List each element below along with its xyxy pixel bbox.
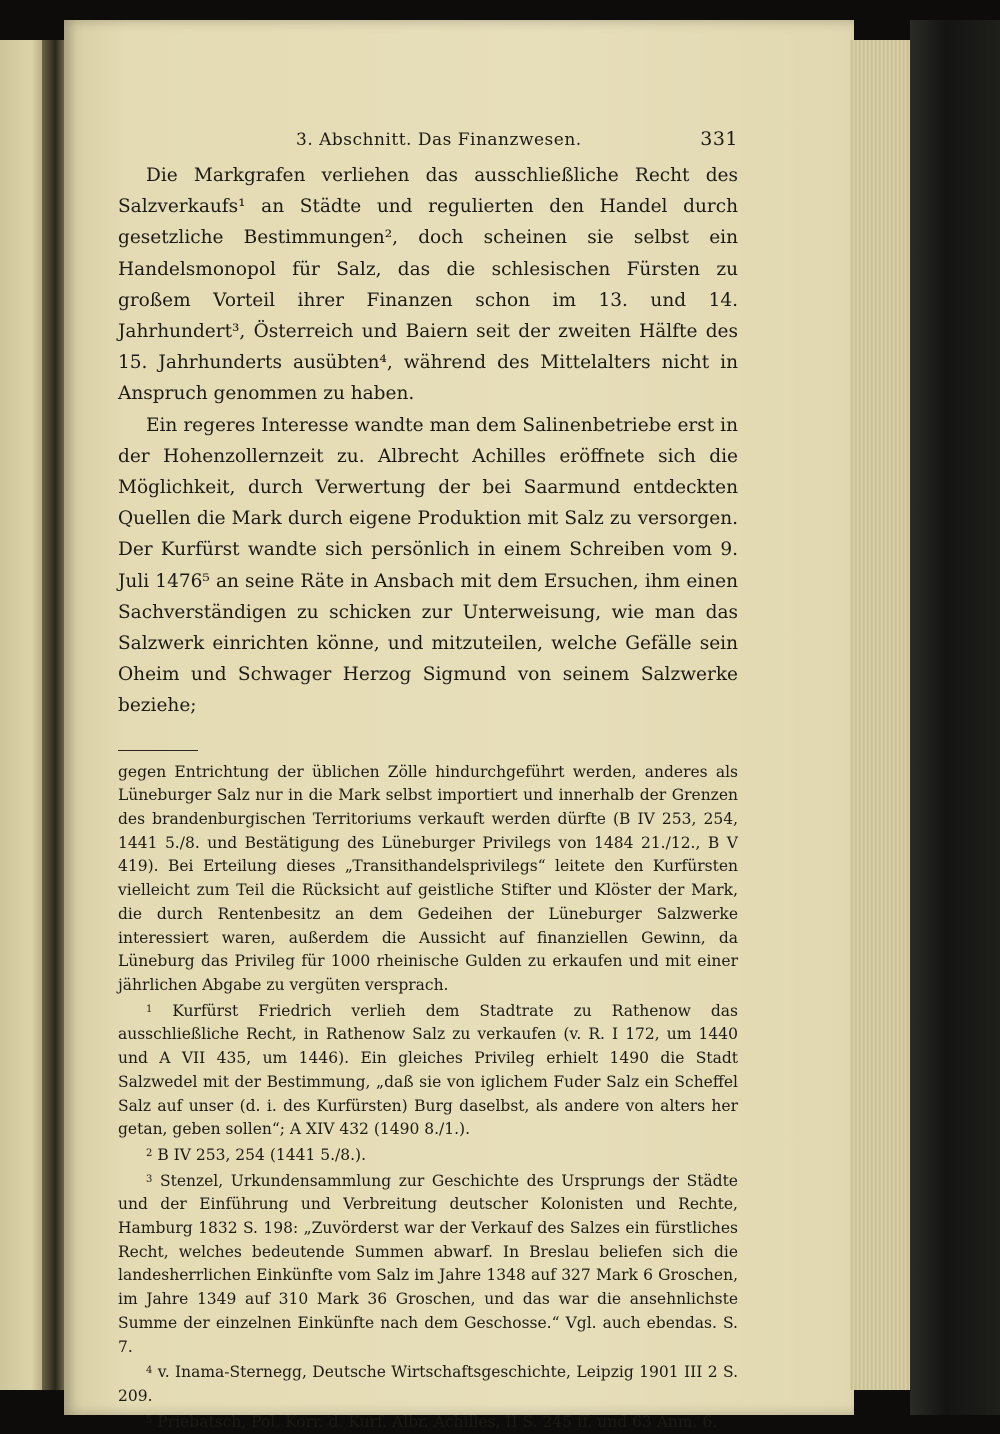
footnote-text: Kurfürst Friedrich verlieh dem Stadtrate zu Rathenow das ausschließliche Recht, in Rathenow Salz zu verkaufen (v. R. I 172, um 1440 und A VII 435, um 1446). Ein gleiches Privileg erhielt 1490 die Stadt Salzwedel mit der Bestimmung, „daß sie von iglichem Fuder Salz ein Scheffel Salz auf unser (d. i. des Kurfürsten) Burg daselbst, als andere von alters her getan, geben sollen“; A XIV 432 (1490 8./1.).: [118, 1001, 738, 1139]
footnote-continuation: gegen Entrichtung der üblichen Zölle hindurchgeführt werden, anderes als Lüneburger Salz nur in die Mark selbst importiert und innerhalb der Grenzen des brandenburgischen Territoriums verkauft werden dürfte (B IV 253, 254, 1441 5./8. und Bestätigung des Lüneburger Privilegs von 1484 21./12., B V 419). Bei Erteilung dieses „Transithandelsprivilegs“ leitete den Kurfürsten vielleicht zum Teil die Rücksicht auf geistliche Stifter und Klöster der Mark, die durch Rentenbesitz an dem Gedeihen der Lüneburger Salzwerke interessiert waren, außerdem die Aussicht auf finanziellen Gewinn, da Lüneburg das Privileg für 1000 rheinische Gulden zu erkaufen und mit einer jährlichen Abgabe zu vergüten versprach.: [118, 762, 738, 994]
footnote: [118, 1409, 738, 1434]
body-text: [118, 160, 738, 722]
footnote: [118, 1142, 738, 1168]
book-cover: [910, 20, 1000, 1415]
book-gutter: [42, 40, 64, 1390]
page-number: 331: [700, 128, 738, 150]
running-title: 3. Abschnitt. Das Finanzwesen.: [296, 130, 582, 150]
footnote-separator: [118, 750, 198, 751]
running-header: [118, 128, 738, 160]
paragraph: Ein regeres Interesse wandte man dem Salinenbetriebe erst in der Hohenzollernzeit zu. Albrecht Achilles eröffnete sich die Möglichkeit, durch Verwertung der bei Saarmund entdeckten Quellen die Mark durch eigene Produktion mit Salz zu versorgen. Der Kurfürst wandte sich persönlich in einem Schreiben vom 9. Juli 1476⁵ an seine Räte in Ansbach mit dem Ersuchen, ihm einen Sachverständigen zu schicken zur Unterweisung, wie man das Salzwerk einrichten könne, und mitzuteilen, welche Gefälle sein Oheim und Schwager Herzog Sigmund von seinem Salzwerke beziehe;: [118, 414, 738, 717]
page-stack-edge: [850, 40, 912, 1390]
footnote-number: 5: [146, 1414, 153, 1426]
footnote: [118, 998, 738, 1142]
footnote-number: 2: [146, 1147, 153, 1159]
footnotes: [118, 761, 738, 1434]
page-content: [118, 128, 738, 1434]
footnote-text: B IV 253, 254 (1441 5./8.).: [157, 1145, 367, 1164]
footnote-number: 1: [146, 1003, 153, 1015]
footnote-text: Priebatsch, Pol. Korr. d. Kurf. Albr. Achilles, II S. 245 ff. und 63 Anm. 6.: [157, 1412, 718, 1431]
footnote-number: 4: [146, 1365, 153, 1377]
footnote-text: v. Inama-Sternegg, Deutsche Wirtschaftsgeschichte, Leipzig 1901 III 2 S. 209.: [118, 1363, 739, 1405]
footnote-text: Stenzel, Urkundensammlung zur Geschichte des Ursprungs der Städte und der Einführung und Verbreitung deutscher Kolonisten und Rechte, Hamburg 1832 S. 198: „Zuvörderst war der Verkauf des Salzes ein fürstliches Recht, welches bedeutende Summen abwarf. In Breslau beliefen sich die landesherrlichen Einkünfte vom Salz im Jahre 1348 auf 327 Mark 6 Groschen, im Jahre 1349 auf 310 Mark 36 Groschen, und das war die ansehnlichste Summe der einzelnen Einkünfte nach dem Geschosse.“ Vgl. auch ebendas. S. 7.: [118, 1171, 738, 1356]
footnote: [118, 1168, 738, 1360]
footnote-number: 3: [146, 1173, 153, 1185]
paragraph: Die Markgrafen verliehen das ausschließliche Recht des Salzverkaufs¹ an Städte und regulierten den Handel durch gesetzliche Bestimmungen², doch scheinen sie selbst ein Handelsmonopol für Salz, das die schlesischen Fürsten zu großem Vorteil ihrer Finanzen schon im 13. und 14. Jahrhundert³, Österreich und Baiern seit der zweiten Hälfte des 15. Jahrhunderts ausübten⁴, während des Mittelalters nicht in Anspruch genommen zu haben.: [118, 165, 738, 405]
footnote: [118, 1359, 738, 1408]
